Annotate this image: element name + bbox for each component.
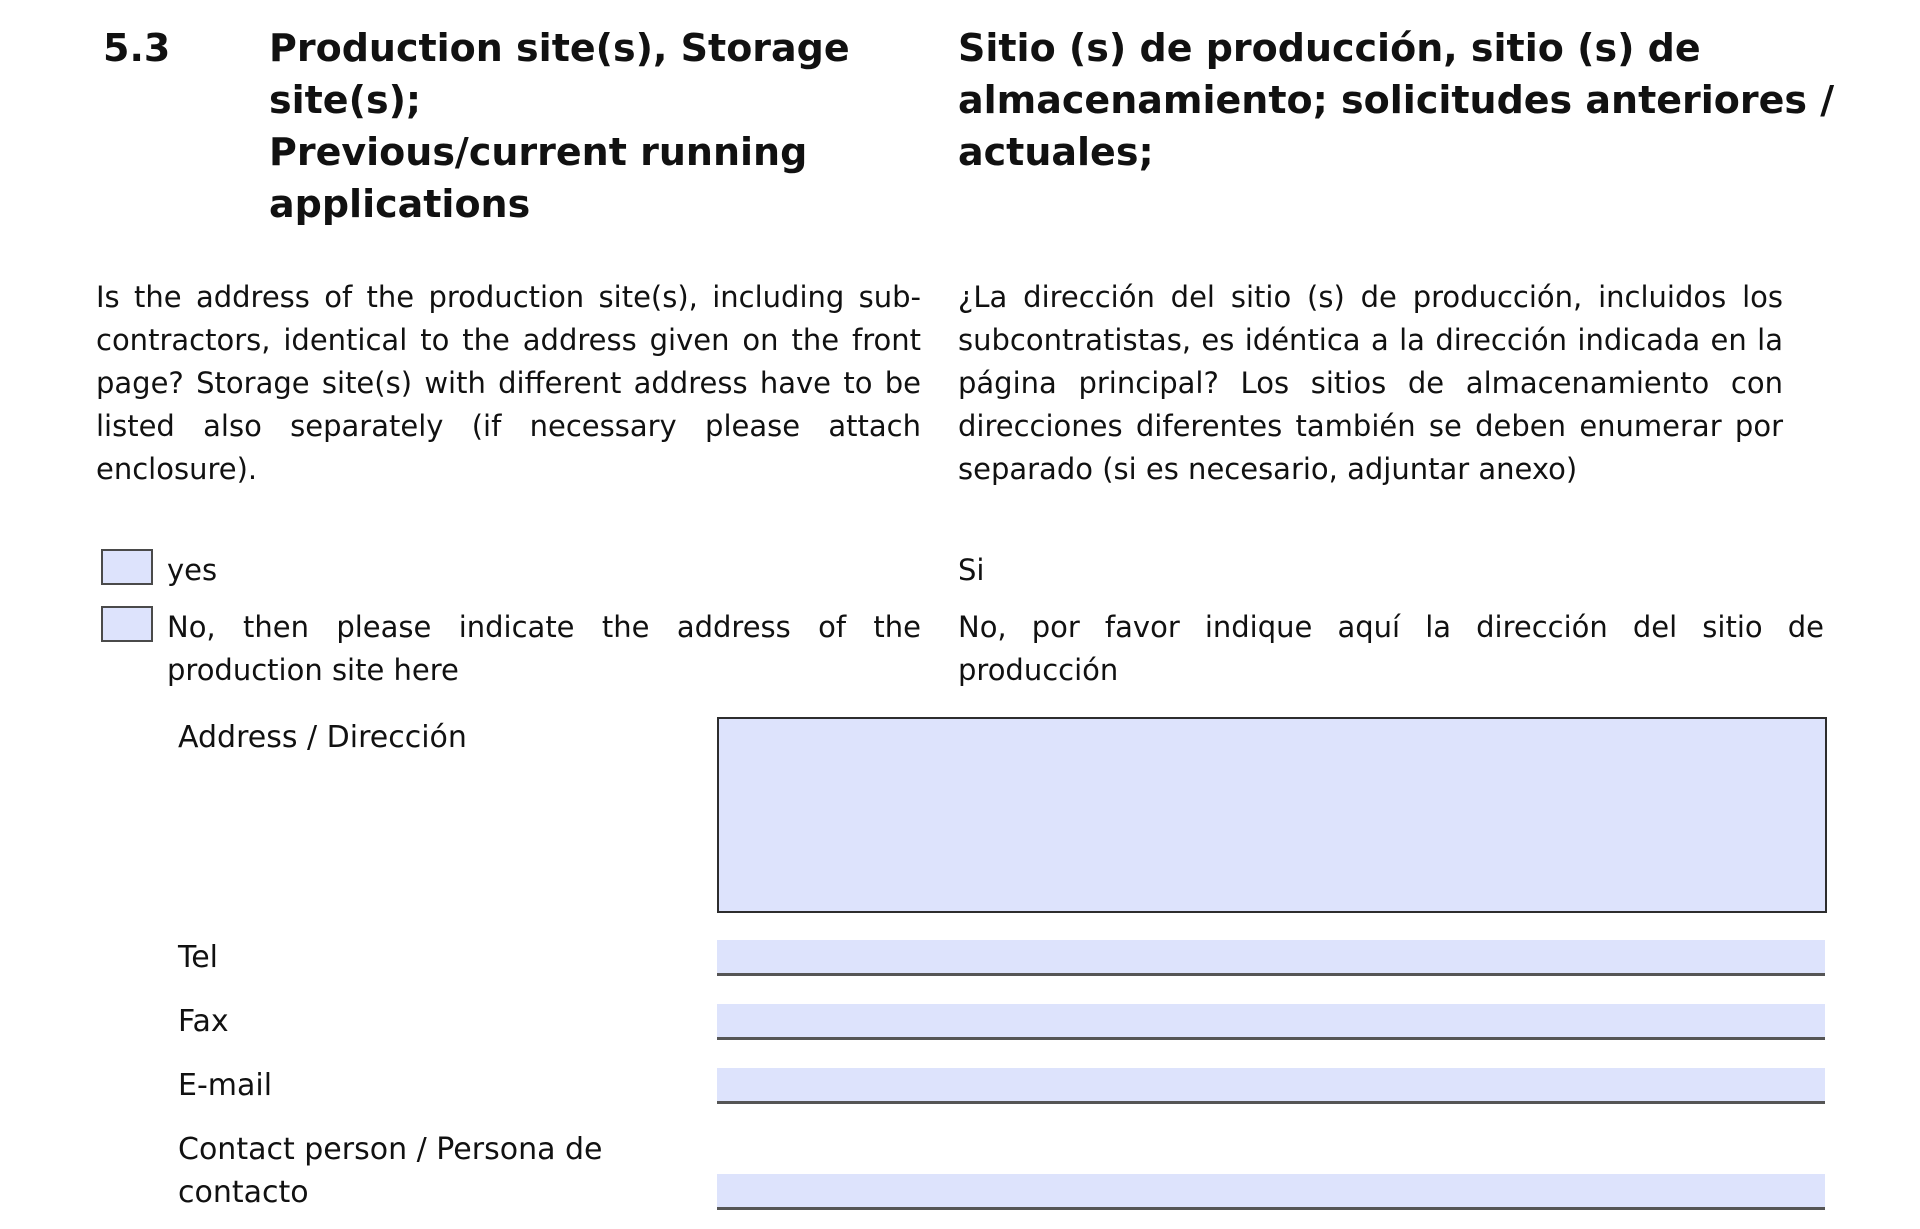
tel-label: Tel — [178, 940, 219, 975]
email-field[interactable] — [717, 1068, 1825, 1104]
section-title-es — [958, 22, 1858, 178]
section-title-es-line: actuales; — [958, 130, 1154, 174]
no-checkbox[interactable] — [101, 606, 153, 642]
email-label: E-mail — [178, 1068, 273, 1103]
yes-option-label-en: yes — [167, 553, 218, 587]
question-text-en: Is the address of the production site(s), including sub-contractors, identical to the address given on the front page? Storage site(s) with different address have to be listed also separately (if necessary please attach enclosure). — [96, 280, 921, 486]
section-title-en-line: Previous/current running — [269, 130, 808, 174]
fax-label: Fax — [178, 1004, 229, 1039]
section-title-es-line: Sitio (s) de producción, sitio (s) de — [958, 26, 1701, 70]
no-option-label-en: No, then please indicate the address of the production site here — [167, 610, 921, 687]
question-text-es: ¿La dirección del sitio (s) de producción, incluidos los subcontratistas, es idéntica a la dirección indicada en la página principal? Los sitios de almacenamiento con direcciones diferentes también se deben enumerar por separado (si es necesario, adjuntar anexo) — [958, 280, 1783, 486]
tel-field[interactable] — [717, 940, 1825, 976]
section-number: 5.3 — [103, 26, 171, 70]
contact-person-field[interactable] — [717, 1174, 1825, 1210]
address-label: Address / Dirección — [178, 720, 467, 755]
section-title-es-line: almacenamiento; solicitudes anteriores / — [958, 78, 1835, 122]
section-title-en — [269, 22, 889, 230]
yes-option-label-es: Si — [958, 553, 985, 587]
no-option-label-es: No, por favor indique aquí la dirección del sitio de producción — [958, 610, 1824, 687]
section-title-en-line: Production site(s), Storage — [269, 26, 850, 70]
section-title-en-line: site(s); — [269, 78, 422, 122]
contact-person-label: Contact person / Persona de contacto — [178, 1132, 603, 1210]
yes-checkbox[interactable] — [101, 549, 153, 585]
fax-field[interactable] — [717, 1004, 1825, 1040]
section-title-en-line: applications — [269, 182, 531, 226]
address-field[interactable] — [717, 717, 1827, 913]
